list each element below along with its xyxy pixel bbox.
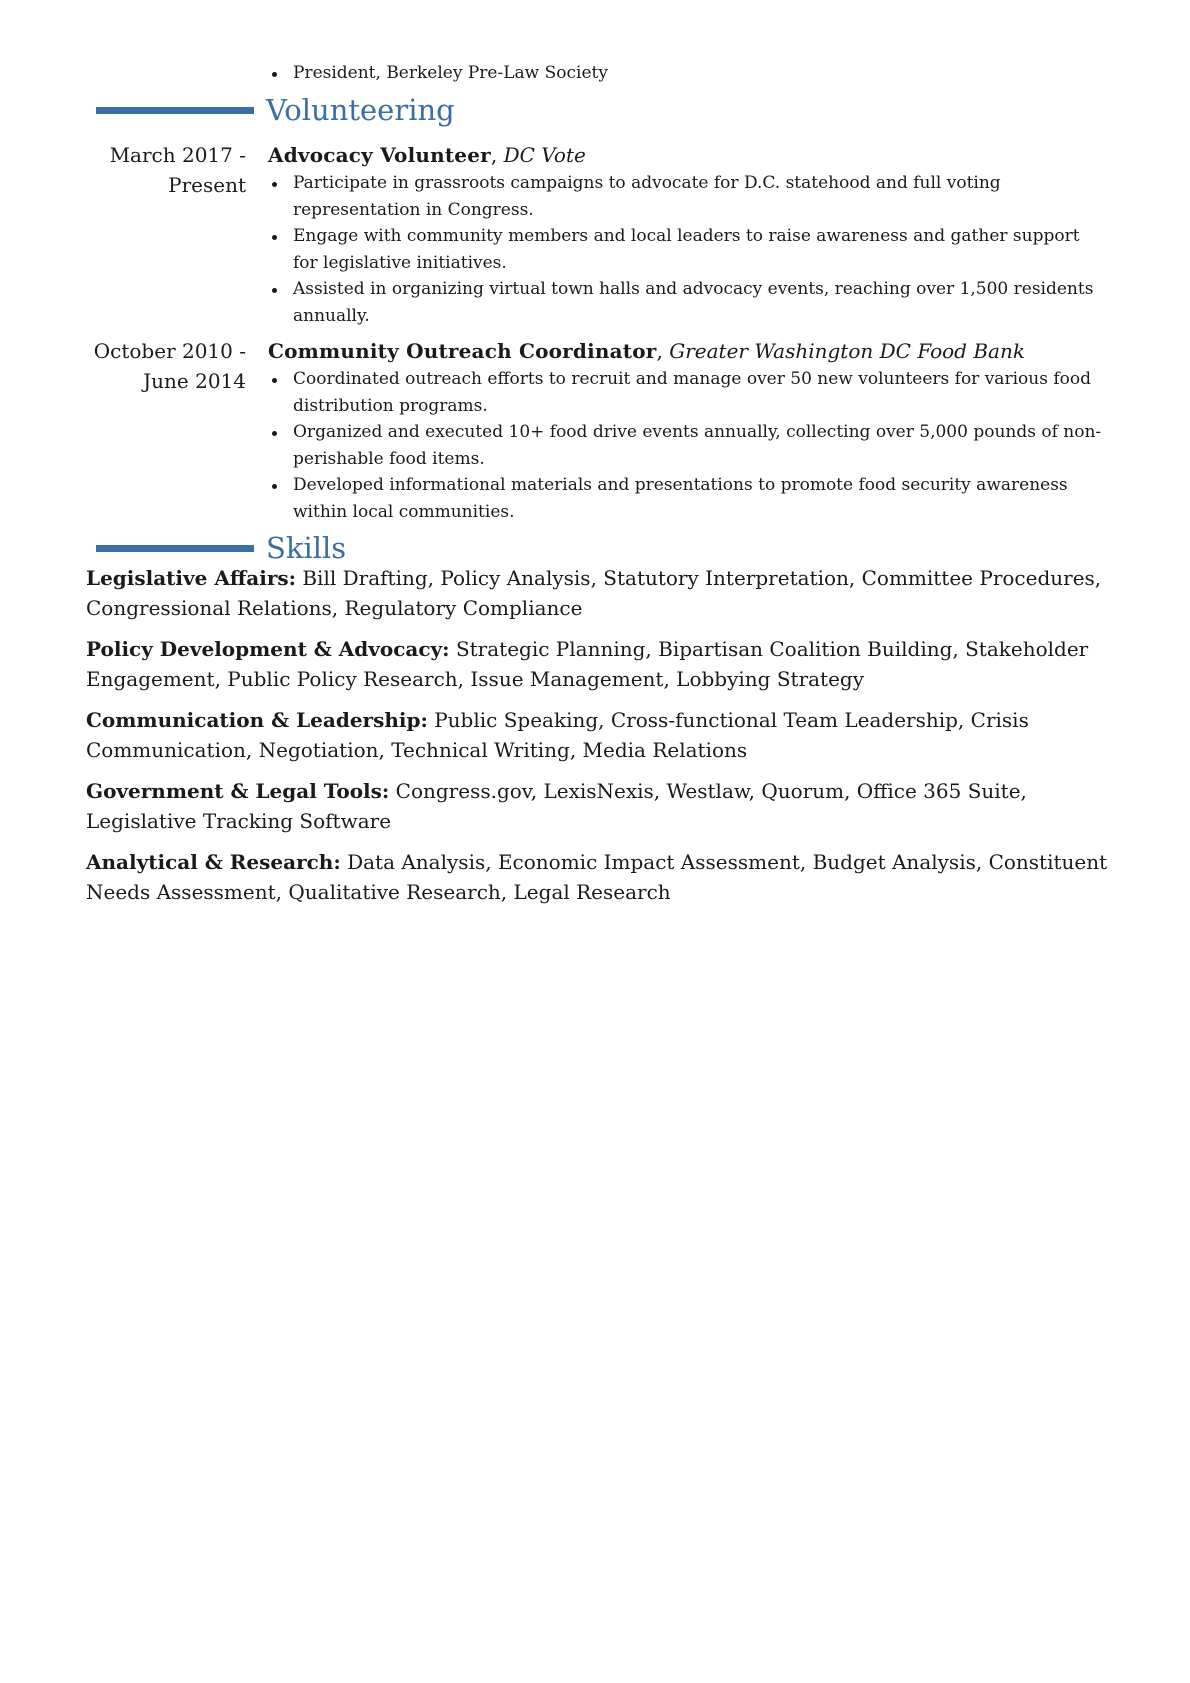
skill-row — [86, 564, 1126, 623]
bullet-item: Developed informational materials and presentations to promote food security awareness within local communities. — [268, 472, 1108, 525]
skill-category: Analytical & Research: — [86, 850, 341, 874]
entry-date-end: Present — [168, 172, 246, 197]
skill-category: Government & Legal Tools: — [86, 779, 390, 803]
entry-separator: , — [656, 339, 670, 363]
entry-body — [268, 141, 1108, 329]
volunteering-section-title: Volunteering — [266, 93, 455, 127]
skill-row — [86, 848, 1126, 907]
skills-list — [86, 564, 1126, 919]
entry-organization: Greater Washington DC Food Bank — [669, 339, 1025, 363]
entry-heading — [268, 141, 1108, 170]
volunteering-section-header — [96, 92, 1096, 132]
bullet-item: Organized and executed 10+ food drive events annually, collecting over 5,000 pounds of non-perishable food items. — [268, 419, 1108, 472]
skill-row — [86, 635, 1126, 694]
entry-role: Community Outreach Coordinator — [268, 339, 657, 363]
entry-date-end: June 2014 — [143, 368, 246, 393]
bullet-item: Engage with community members and local leaders to raise awareness and gather support for legislative initiatives. — [268, 223, 1108, 276]
bullet-item: Assisted in organizing virtual town halls and advocacy events, reaching over 1,500 residents annually. — [268, 276, 1108, 329]
entry-date-start: March 2017 - — [109, 143, 246, 167]
skill-values: Strategic Planning, Bipartisan Coalition Building, Stakeholder Engagement, Public Policy Research, Issue Management, Lobbying Strategy — [86, 637, 1089, 691]
skill-values: Data Analysis, Economic Impact Assessment, Budget Analysis, Constituent Needs Assessment, Qualitative Research, Legal Research — [86, 850, 1108, 904]
entry-heading — [268, 337, 1108, 366]
skill-category: Communication & Leadership: — [86, 708, 428, 732]
entry-date — [46, 141, 246, 200]
entry-date — [46, 337, 246, 396]
skill-values: Bill Drafting, Policy Analysis, Statutory Interpretation, Committee Procedures, Congressional Relations, Regulatory Compliance — [86, 566, 1102, 620]
entry-organization: DC Vote — [503, 143, 586, 167]
bullet-item: President, Berkeley Pre-Law Society — [268, 60, 1108, 87]
entry-bullets — [268, 170, 1108, 329]
entry-separator: , — [490, 143, 504, 167]
section-rule — [96, 107, 254, 114]
bullet-item: Participate in grassroots campaigns to advocate for D.C. statehood and full voting representation in Congress. — [268, 170, 1108, 223]
bullet-item: Coordinated outreach efforts to recruit and manage over 50 new volunteers for various food distribution programs. — [268, 366, 1108, 419]
skills-section-title: Skills — [266, 531, 347, 565]
entry-body — [268, 337, 1108, 525]
previous-section-bullets — [268, 60, 1108, 87]
skill-values: Public Speaking, Cross-functional Team Leadership, Crisis Communication, Negotiation, Technical Writing, Media Relations — [86, 708, 1029, 762]
entry-bullets — [268, 366, 1108, 525]
skill-values: Congress.gov, LexisNexis, Westlaw, Quorum, Office 365 Suite, Legislative Tracking Software — [86, 779, 1027, 833]
skill-category: Legislative Affairs: — [86, 566, 296, 590]
skill-row — [86, 777, 1126, 836]
section-rule — [96, 545, 254, 552]
entry-role: Advocacy Volunteer — [268, 143, 491, 167]
skill-category: Policy Development & Advocacy: — [86, 637, 450, 661]
entry-date-start: October 2010 - — [93, 339, 246, 363]
skill-row — [86, 706, 1126, 765]
